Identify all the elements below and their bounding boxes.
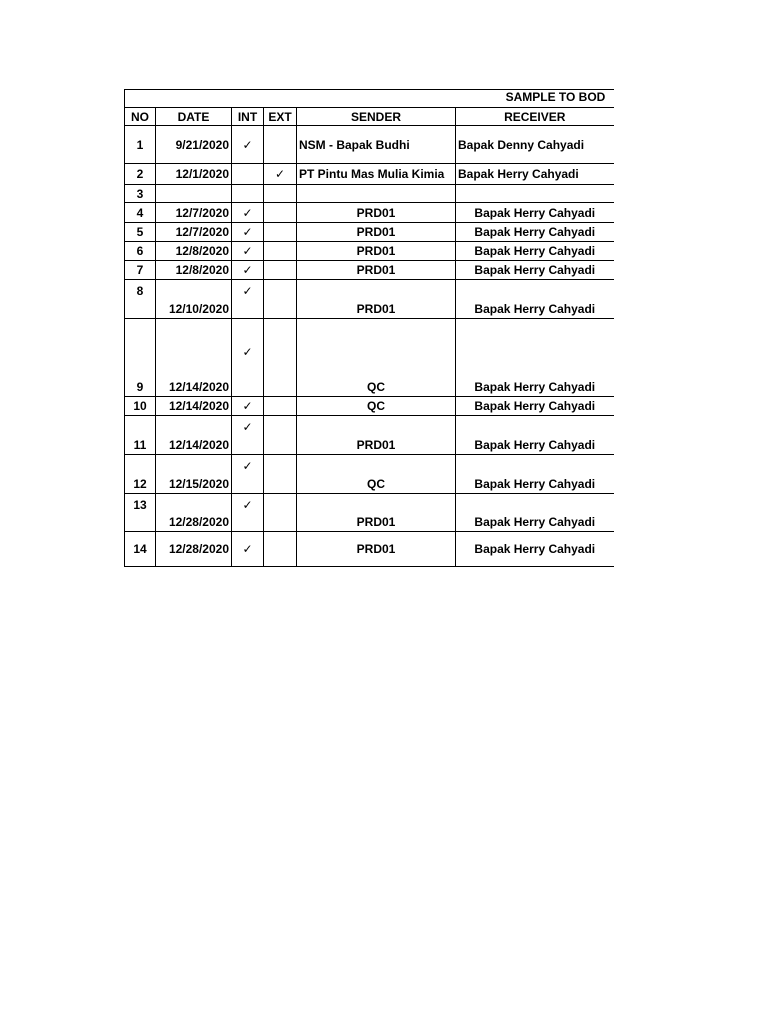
cell-no: 10 (125, 397, 156, 416)
cell-ext (264, 416, 297, 455)
cell-sender: QC (297, 319, 456, 397)
cell-ext (264, 494, 297, 532)
cell-sender: PRD01 (297, 242, 456, 261)
spreadsheet-page (124, 89, 613, 567)
cell-sender: NSM - Bapak Budhi (297, 126, 456, 164)
cell-receiver: Bapak Herry Cahyadi (456, 261, 614, 280)
check-icon: ✓ (232, 397, 264, 416)
header-ext: EXT (264, 108, 297, 126)
cell-date: 12/14/2020 (156, 397, 232, 416)
check-icon: ✓ (232, 455, 264, 494)
header-no: NO (125, 108, 156, 126)
cell-date: 12/8/2020 (156, 261, 232, 280)
cell-no: 6 (125, 242, 156, 261)
cell-sender: PRD01 (297, 532, 456, 567)
cell-ext (264, 185, 297, 203)
cell-sender: PRD01 (297, 261, 456, 280)
cell-ext (264, 319, 297, 397)
cell-ext (264, 261, 297, 280)
cell-ext (264, 203, 297, 223)
check-icon: ✓ (232, 126, 264, 164)
cell-date: 12/7/2020 (156, 203, 232, 223)
cell-receiver: Bapak Herry Cahyadi (456, 280, 614, 319)
cell-no: 12 (125, 455, 156, 494)
table-row (125, 185, 614, 203)
cell-date: 12/14/2020 (156, 319, 232, 397)
check-icon: ✓ (232, 242, 264, 261)
cell-no: 5 (125, 223, 156, 242)
cell-receiver: Bapak Herry Cahyadi (456, 494, 614, 532)
cell-date (156, 185, 232, 203)
check-icon: ✓ (232, 261, 264, 280)
cell-ext (264, 532, 297, 567)
header-sender: SENDER (297, 108, 456, 126)
cell-date: 12/1/2020 (156, 164, 232, 185)
cell-sender: QC (297, 455, 456, 494)
cell-receiver: Bapak Herry Cahyadi (456, 164, 614, 185)
cell-no: 7 (125, 261, 156, 280)
cell-sender: PT Pintu Mas Mulia Kimia (297, 164, 456, 185)
cell-date: 12/28/2020 (156, 532, 232, 567)
table-row (125, 280, 614, 319)
table-row (125, 397, 614, 416)
cell-receiver: Bapak Herry Cahyadi (456, 532, 614, 567)
cell-int (232, 185, 264, 203)
cell-sender: PRD01 (297, 416, 456, 455)
check-icon: ✓ (232, 416, 264, 455)
cell-receiver: Bapak Herry Cahyadi (456, 319, 614, 397)
table-row (125, 494, 614, 532)
header-row (125, 108, 614, 126)
cell-receiver (456, 185, 614, 203)
cell-receiver: Bapak Herry Cahyadi (456, 416, 614, 455)
table-row (125, 242, 614, 261)
header-int: INT (232, 108, 264, 126)
table-row (125, 223, 614, 242)
cell-receiver: Bapak Denny Cahyadi (456, 126, 614, 164)
cell-sender (297, 185, 456, 203)
cell-date: 9/21/2020 (156, 126, 232, 164)
cell-ext (264, 242, 297, 261)
table-row (125, 319, 614, 397)
check-icon: ✓ (232, 203, 264, 223)
table-row (125, 261, 614, 280)
cell-no: 4 (125, 203, 156, 223)
cell-sender: QC (297, 397, 456, 416)
cell-date: 12/7/2020 (156, 223, 232, 242)
cell-ext (264, 280, 297, 319)
cell-no: 14 (125, 532, 156, 567)
cell-sender: PRD01 (297, 223, 456, 242)
check-icon: ✓ (232, 223, 264, 242)
cell-no: 8 (125, 280, 156, 319)
table-row (125, 532, 614, 567)
table-row (125, 164, 614, 185)
cell-ext (264, 397, 297, 416)
cell-no: 3 (125, 185, 156, 203)
sample-log-table (124, 89, 614, 567)
table-row (125, 203, 614, 223)
check-icon: ✓ (264, 164, 297, 185)
check-icon: ✓ (232, 319, 264, 397)
cell-ext (264, 126, 297, 164)
title-row (125, 90, 614, 108)
check-icon: ✓ (232, 532, 264, 567)
cell-ext (264, 455, 297, 494)
table-row (125, 416, 614, 455)
cell-date: 12/8/2020 (156, 242, 232, 261)
cell-no: 11 (125, 416, 156, 455)
cell-int (232, 164, 264, 185)
cell-date: 12/28/2020 (156, 494, 232, 532)
cell-receiver: Bapak Herry Cahyadi (456, 223, 614, 242)
check-icon: ✓ (232, 280, 264, 319)
check-icon: ✓ (232, 494, 264, 532)
cell-sender: PRD01 (297, 494, 456, 532)
title-cell (125, 90, 614, 108)
table-row (125, 126, 614, 164)
cell-date: 12/10/2020 (156, 280, 232, 319)
cell-sender: PRD01 (297, 203, 456, 223)
sheet-title: SAMPLE TO BOD (505, 90, 606, 104)
cell-date: 12/14/2020 (156, 416, 232, 455)
cell-receiver: Bapak Herry Cahyadi (456, 455, 614, 494)
cell-no: 1 (125, 126, 156, 164)
header-receiver: RECEIVER (456, 108, 614, 126)
cell-ext (264, 223, 297, 242)
table-row (125, 455, 614, 494)
cell-no: 9 (125, 319, 156, 397)
cell-receiver: Bapak Herry Cahyadi (456, 203, 614, 223)
cell-no: 13 (125, 494, 156, 532)
cell-receiver: Bapak Herry Cahyadi (456, 242, 614, 261)
cell-sender: PRD01 (297, 280, 456, 319)
header-date: DATE (156, 108, 232, 126)
cell-no: 2 (125, 164, 156, 185)
cell-receiver: Bapak Herry Cahyadi (456, 397, 614, 416)
cell-date: 12/15/2020 (156, 455, 232, 494)
